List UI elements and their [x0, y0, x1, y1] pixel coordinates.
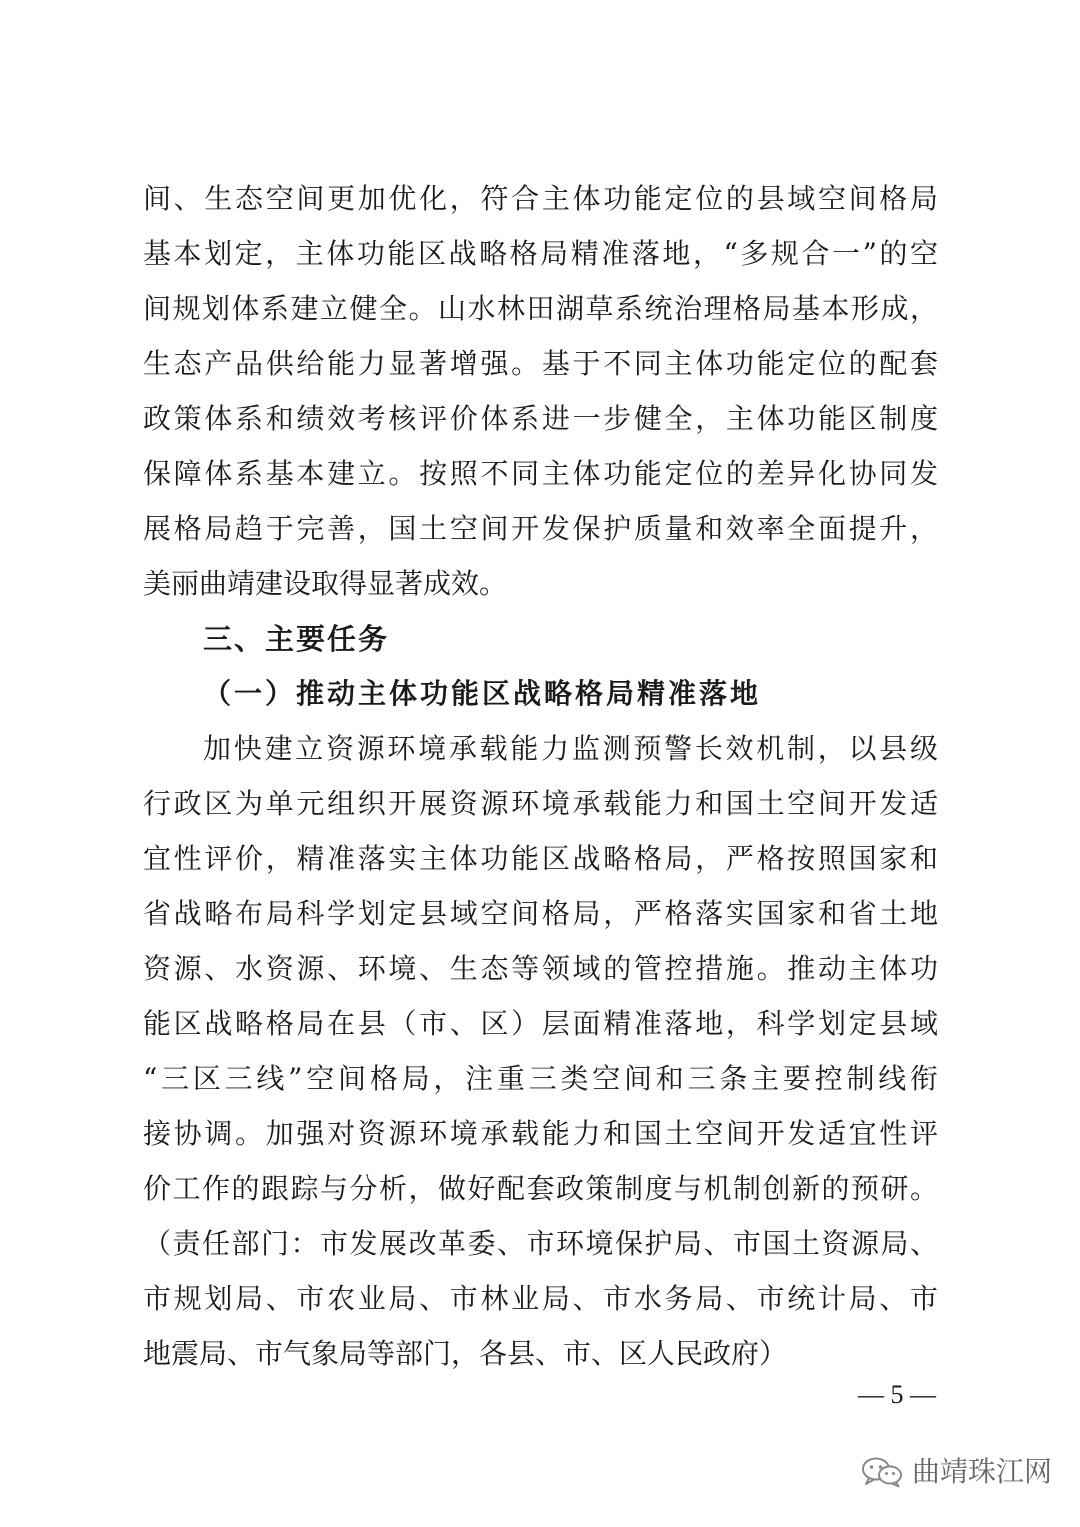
paragraph-2-line-4: 省战略布局科学划定县域空间格局，严格落实国家和省土地	[143, 897, 938, 930]
page-number: — 5 —	[858, 1380, 936, 1409]
paragraph-2-line-9: 价工作的跟踪与分析，做好配套政策制度与机制创新的预研。	[143, 1172, 938, 1205]
paragraph-2-line-5: 资源、水资源、环境、生态等领域的管控措施。推动主体功	[143, 952, 938, 985]
paragraph-2-line-6: 能区战略格局在县（市、区）层面精准落地，科学划定县域	[143, 1007, 938, 1040]
paragraph-1-line-8: 美丽曲靖建设取得显著成效。	[143, 567, 508, 600]
paragraph-2-line-10: （责任部门：市发展改革委、市环境保护局、市国土资源局、	[143, 1227, 938, 1260]
paragraph-2-line-3: 宜性评价，精准落实主体功能区战略格局，严格按照国家和	[143, 842, 938, 875]
paragraph-2-line-8: 接协调。加强对资源环境承载能力和国土空间开发适宜性评	[143, 1117, 938, 1150]
paragraph-1-line-2: 基本划定，主体功能区战略格局精准落地，“多规合一”的空	[143, 237, 938, 270]
paragraph-2-line-11: 市规划局、市农业局、市林业局、市水务局、市统计局、市	[143, 1282, 938, 1315]
wechat-icon	[860, 1456, 904, 1488]
paragraph-1-line-1: 间、生态空间更加优化，符合主体功能定位的县域空间格局	[143, 182, 938, 215]
paragraph-1-line-4: 生态产品供给能力显著增强。基于不同主体功能定位的配套	[143, 347, 938, 380]
paragraph-1-line-6: 保障体系基本建立。按照不同主体功能定位的差异化协同发	[143, 457, 938, 490]
watermark-text: 曲靖珠江网	[912, 1455, 1053, 1488]
watermark	[860, 1452, 1052, 1492]
paragraph-2-line-2: 行政区为单元组织开展资源环境承载能力和国土空间开发适	[143, 787, 938, 820]
paragraph-2-line-1: 加快建立资源环境承载能力监测预警长效机制，以县级	[203, 732, 938, 765]
paragraph-1-line-7: 展格局趋于完善，国土空间开发保护质量和效率全面提升，	[143, 512, 938, 545]
section-heading: 三、主要任务	[203, 622, 390, 656]
paragraph-2-line-12: 地震局、市气象局等部门，各县、市、区人民政府）	[143, 1337, 788, 1370]
paragraph-1-line-5: 政策体系和绩效考核评价体系进一步健全，主体功能区制度	[143, 402, 938, 435]
paragraph-2-line-7: “三区三线”空间格局，注重三类空间和三条主要控制线衔	[143, 1062, 938, 1095]
paragraph-1-line-3: 间规划体系建立健全。山水林田湖草系统治理格局基本形成，	[143, 292, 938, 325]
subsection-heading: （一）推动主体功能区战略格局精准落地	[203, 677, 762, 710]
